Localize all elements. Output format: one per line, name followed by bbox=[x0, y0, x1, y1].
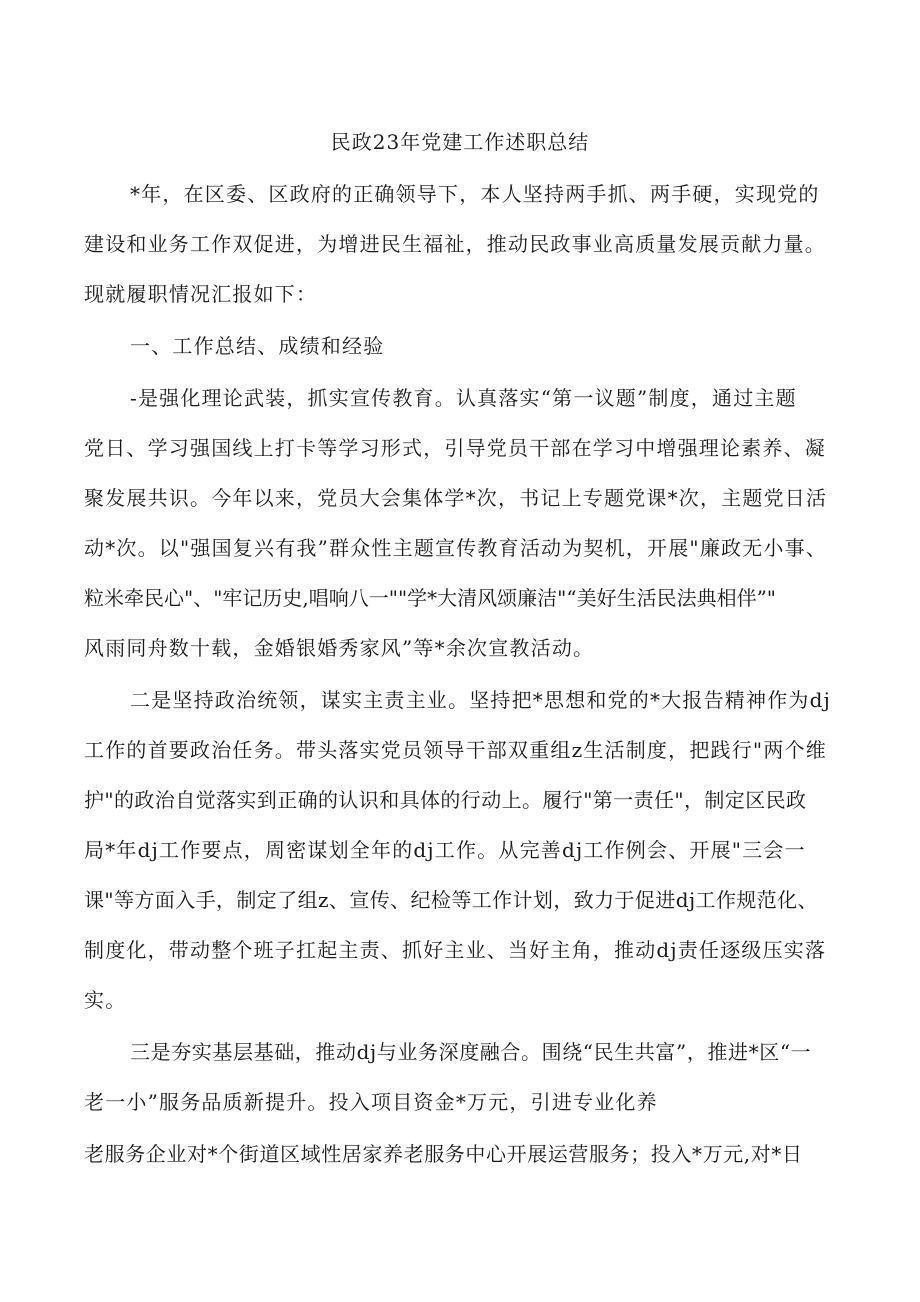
paragraph-line: 课"等方面入手，制定了组z、宣传、纪检等工作计划，致力于促进dj工作规范化、 bbox=[84, 888, 818, 912]
paragraph-line: 局*年dj工作要点，周密谋划全年的dj工作。从完善dj工作例会、开展"三会一 bbox=[84, 838, 806, 862]
document-title: 民政23年党建工作述职总结 bbox=[330, 130, 590, 154]
paragraph-line: 党日、学习强国线上打卡等学习形式，引导党员干部在学习中增强理论素养、凝 bbox=[84, 436, 826, 460]
paragraph-line: 动*次。以"强国复兴有我”群众性主题宣传教育活动为契机，开展"廉政无小事、 bbox=[84, 536, 828, 560]
paragraph-line: 制度化，带动整个班子扛起主责、抓好主业、当好主角，推动dj责任逐级压实落 bbox=[84, 938, 827, 962]
paragraph-line: -是强化理论武装，抓实宣传教育。认真落实“第一议题”制度，通过主题 bbox=[130, 386, 797, 410]
paragraph-line: 老服务企业对*个街道区域性居家养老服务中心开展运营服务；投入*万元,对*日 bbox=[84, 1142, 803, 1166]
paragraph-line: 实。 bbox=[84, 988, 127, 1012]
paragraph-line: 二是坚持政治统领，谋实主责主业。坚持把*思想和党的*大报告精神作为dj bbox=[130, 688, 832, 712]
paragraph-line: *年，在区委、区政府的正确领导下，本人坚持两手抓、两手硬，实现党的 bbox=[130, 182, 820, 206]
paragraph-line: 粒米牵民心"、"牢记历史,唱响八一""学*大清风颂廉洁"“美好生活民法典相伴”" bbox=[84, 586, 777, 610]
paragraph-line: 老一小”服务品质新提升。投入项目资金*万元，引进专业化养 bbox=[84, 1090, 658, 1114]
paragraph-line: 风雨同舟数十载，金婚银婚秀家风”等*余次宣教活动。 bbox=[84, 636, 595, 660]
paragraph-line: 聚发展共识。今年以来，党员大会集体学*次，书记上专题党课*次，主题党日活 bbox=[84, 486, 828, 510]
paragraph-line: 三是夯实基层基础，推动dj与业务深度融合。围绕“民生共富”，推进*区“一 bbox=[130, 1040, 812, 1064]
paragraph-line: 工作的首要政治任务。带头落实党员领导干部双重组z生活制度，把践行"两个维 bbox=[84, 738, 827, 762]
paragraph-line: 护"的政治自觉落实到正确的认识和具体的行动上。履行"第一责任"，制定区民政 bbox=[84, 788, 807, 812]
paragraph-line: 建设和业务工作双促进，为增进民生福祉，推动民政事业高质量发展贡献力量。 bbox=[84, 232, 826, 256]
section-heading: 一、工作总结、成绩和经验 bbox=[130, 334, 385, 358]
paragraph-line: 现就履职情况汇报如下： bbox=[84, 282, 318, 306]
